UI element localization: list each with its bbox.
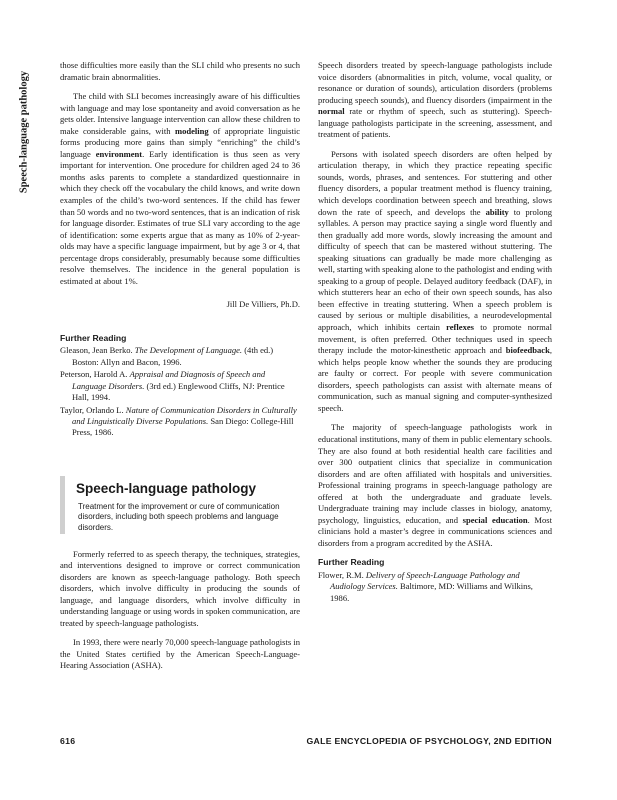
entry-header: [60, 476, 300, 534]
paragraph: Persons with isolated speech disorders are often helped by articulation therapy, in which they practice repeating specific sounds, words, phrases, and sentences. For stuttering and other fluency disorders, a popular treatment method is fluency training, which develops coordination between speech and breathing, slows down the rate of speech, and develops the ability to prolong syllables. A person may practice saying a single word fluently and then gradually add more words, slowly increasing the amount and difficulty of speech that can be mastered without stuttering. The speaking situations can gradually be made more challenging as well, starting with speaking alone to the pathologist and ending with speaking to a group of people. Delayed auditory feedback (DAF), in which stutterers hear an echo of their own speech sounds, has also been effective in treating stuttering. When a speech problem is caused by serious or multiple disabilities, a neurodevelopmental approach, which inhibits certain reflexes to promote normal movement, is often preferred. Other techniques used in speech therapy include the motor-kinesthetic approach and biofeedback, which helps people know whether the sounds they are producing are faulty or correct. For people with severe communication disorders, speech pathologists can assist with alternate means of communication, such as manual signing and computer-synthesized speech.: [318, 148, 552, 413]
reference-item: Flower, R.M. Delivery of Speech-Language Pathology and Audiology Services. Baltimore, MD: Williams and Wilkins, 1986.: [318, 569, 533, 603]
entry-summary: Treatment for the improvement or cure of communication disorders, including both speech problems and language disorders.: [78, 501, 280, 532]
right-column: [318, 60, 552, 605]
paragraph: The child with SLI becomes increasingly aware of his difficulties with language and may lose spontaneity and avoid conversation as he gets older. Intensive language intervention can allow these children to make considerable gains, with modeling of appropriate linguistic forms producing more gains than simply “enriching” the child’s language environment. Early identification is thus seen as very important for intervention. One procedure for children aged 24 to 36 months asks parents to complete a standardized questionnaire in which they check off the vocabulary the child knows, and write down examples of the child’s two-word sentences. If the child has fewer than 50 words and no two-word sentences, that is an indication of risk for language disorder. Estimates of true SLI vary according to the age of identification: some experts argue that as many as 10% of 2-year-olds may have a specific language impairment, but by age 3 or 4, that percentage drops considerably, presumably because some difficulties resolve themselves. The incidence in the general population is estimated at about 1%.: [60, 91, 300, 286]
reference-item: Taylor, Orlando L. Nature of Communication Disorders in Culturally and Linguistically Diverse Populations. San Diego: College-Hill Press, 1986.: [60, 404, 297, 438]
author-signature: Jill De Villiers, Ph.D.: [226, 299, 300, 310]
page-footer: [60, 736, 552, 750]
further-reading-heading: Further Reading: [318, 557, 385, 568]
glossary-term: modeling: [174, 125, 209, 136]
paragraph: Speech disorders treated by speech-language pathologists include voice disorders (abnormalities in pitch, volume, vocal quality, or resonance or duration of sounds), articulation disorders (problems producing speech sounds), and fluency disorders (impairment in the normal rate or rhythm of speech, such as stuttering). Speech-language pathologists participate in the screening, assessment, and treatment of patients.: [318, 60, 552, 140]
reference-item: Gleason, Jean Berko. The Development of Language. (4th ed.) Boston: Allyn and Bacon, 1996.: [60, 345, 274, 367]
glossary-term: normal: [318, 106, 345, 117]
reference-item: Peterson, Harold A. Appraisal and Diagnosis of Speech and Language Disorders. (3rd ed.) Englewood Cliffs, NJ: Prentice Hall, 1994.: [60, 369, 285, 403]
running-head: [14, 62, 34, 202]
glossary-term: special education: [462, 514, 528, 525]
glossary-term: ability: [485, 206, 509, 217]
paragraph: In 1993, there were nearly 70,000 speech-language pathologists in the United States certified by the American Speech-Language-Hearing Association (ASHA).: [60, 637, 300, 671]
glossary-term: reflexes: [446, 322, 474, 333]
page-number: 616: [60, 736, 76, 746]
publication-title: GALE ENCYCLOPEDIA OF PSYCHOLOGY, 2ND EDITION: [306, 736, 552, 746]
further-reading-heading: Further Reading: [60, 332, 127, 343]
glossary-term: biofeedback: [505, 345, 550, 356]
entry-title: Speech-language pathology: [76, 480, 257, 496]
left-column: [60, 60, 300, 680]
glossary-term: environment: [95, 148, 143, 159]
running-head-text: Speech-language pathology: [18, 70, 30, 194]
paragraph: The majority of speech-language pathologists work in educational institutions, many of them in public elementary schools. They are also found at both residential health care facilities and over 300 outpatient clinics that specialize in communication disorders and are often affiliated with hospitals and universities. Professional training programs in speech-language pathology are offered at both the undergraduate and graduate levels. Undergraduate training may include classes in biology, anatomy, psychology, linguistics, education, and special education. Most clinicians hold a master’s degree in communications sciences and disorders from a program accredited by the ASHA.: [318, 422, 553, 548]
paragraph: Formerly referred to as speech therapy, the techniques, strategies, and interventions designed to improve or correct communication disorders are known as speech-language pathology. Both speech disorders, which involve difficulty in producing the sounds of language, and language disorders, which involve difficulty in understanding language or using words in spoken communication, are treated by speech-language pathologists.: [60, 548, 300, 628]
paragraph: those difficulties more easily than the SLI child who presents no such dramatic brain abnormalities.: [60, 60, 300, 82]
